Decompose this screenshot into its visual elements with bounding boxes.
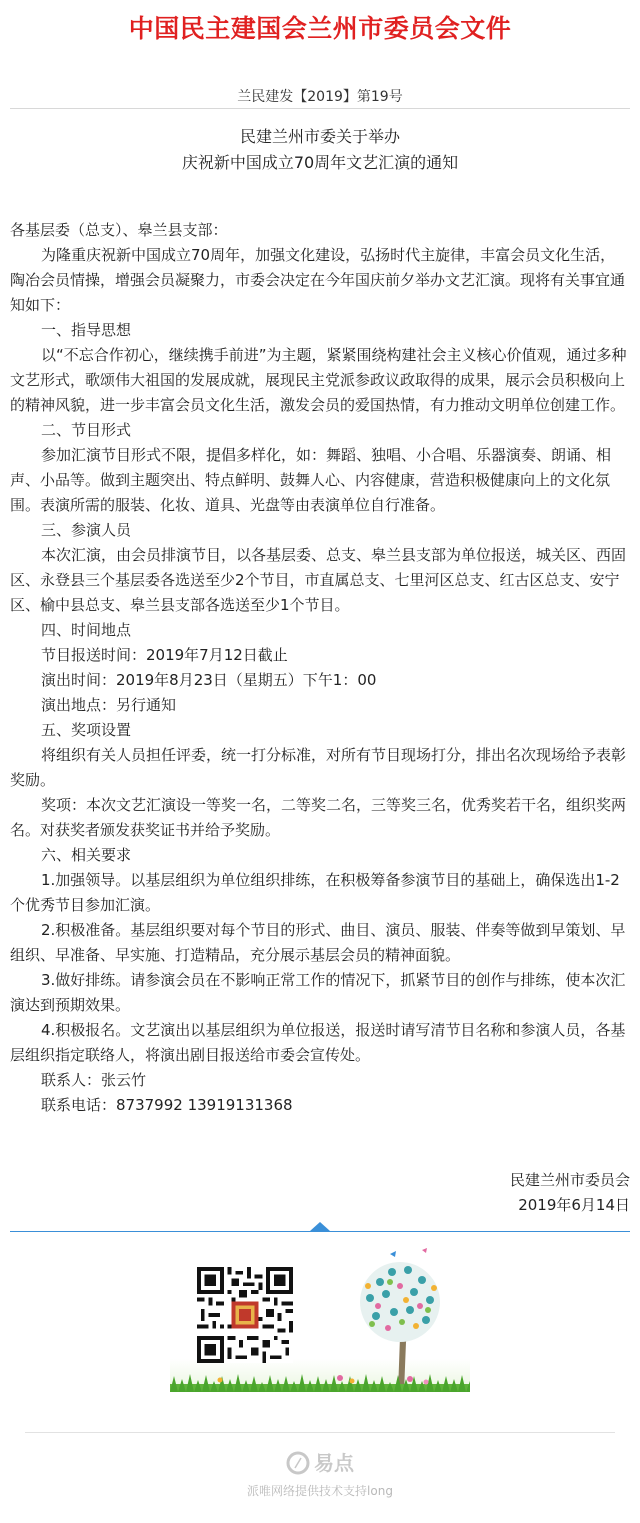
section-heading: 一、指导思想 [41, 321, 132, 339]
footer-support-text[interactable]: 派唯网络提供技术支持long [247, 1484, 393, 1498]
blue-divider [10, 1231, 630, 1232]
subject-line-2: 庆祝新中国成立70周年文艺汇演的通知 [181, 153, 459, 172]
body-paragraph: 3.做好排练。请参演会员在不影响正常工作的情况下，抓紧节目的创作与排练，使本次汇演达到预期效果。 [10, 971, 626, 1014]
qr-banner-image [170, 1242, 470, 1392]
section-heading: 四、时间地点 [41, 621, 132, 639]
signature-date: 2019年6月14日 [518, 1196, 630, 1214]
body-paragraph: 为隆重庆祝新中国成立70周年，加强文化建设，弘扬时代主旋律，丰富会员文化生活，陶冶会员情操，增强会员凝聚力，市委会决定在今年国庆前夕举办文艺汇演。现将有关事宜通知如下： [10, 246, 626, 314]
body-paragraph: 演出地点：另行通知 [41, 696, 177, 714]
body-paragraph: 2.积极准备。基层组织要对每个节目的形式、曲目、演员、服装、伴奏等做到早策划、早组织、早准备、早实施、打造精品，充分展示基层会员的精神面貌。 [10, 921, 626, 964]
notice-subject [0, 124, 640, 176]
contact-person: 联系人：张云竹 [41, 1071, 147, 1089]
document-header-title: 中国民主建国会兰州市委员会文件 [128, 14, 512, 43]
body-paragraph: 演出时间：2019年8月23日（星期五）下午1：00 [41, 671, 377, 689]
divider-arrow [310, 1222, 330, 1231]
section-heading: 二、节目形式 [41, 421, 132, 439]
section-heading: 六、相关要求 [41, 846, 132, 864]
footer-logo[interactable] [0, 1451, 640, 1477]
document-number: 兰民建发【2019】第19号 [237, 89, 403, 105]
signature-block [510, 1168, 630, 1218]
body-paragraph: 4.积极报名。文艺演出以基层组织为单位报送，报送时请写清节目名称和参演人员，各基层组织指定联络人，将演出剧目报送给市委会宣传处。 [10, 1021, 626, 1064]
qr-code-icon[interactable] [197, 1267, 293, 1363]
body-paragraph: 本次汇演，由会员排演节目，以各基层委、总支、皋兰县支部为单位报送，城关区、西固区、永登县三个基层委各选送至少2个节目，市直属总支、七里河区总支、红古区总支、安宁区、榆中县总支、皋兰县支部各选送至少1个节目。 [10, 546, 627, 614]
footer-divider [25, 1432, 615, 1433]
body-paragraph: 奖项：本次文艺汇演设一等奖一名，二等奖二名，三等奖三名，优秀奖若干名，组织奖两名。对获奖者颁发获奖证书并给予奖励。 [10, 796, 627, 839]
footer-brand: 易点 [314, 1451, 354, 1475]
body-paragraph: 1.加强领导。以基层组织为单位组织排练，在积极筹备参演节目的基础上，确保选出1-2个优秀节目参加汇演。 [10, 871, 620, 914]
grass-decoration-icon [170, 1370, 470, 1392]
notice-body [10, 218, 630, 1118]
contact-phone: 联系电话：8737992 13919131368 [41, 1096, 293, 1114]
subject-line-1: 民建兰州市委关于举办 [239, 127, 400, 146]
header-divider [10, 108, 630, 109]
yidian-logo-icon [286, 1451, 310, 1475]
signature-org: 民建兰州市委员会 [509, 1171, 630, 1189]
salutation: 各基层委（总支）、皋兰县支部： [10, 221, 228, 239]
section-heading: 三、参演人员 [41, 521, 132, 539]
body-paragraph: 将组织有关人员担任评委，统一打分标准，对所有节目现场打分，排出名次现场给予表彰奖励。 [10, 746, 627, 789]
body-paragraph: 参加汇演节目形式不限，提倡多样化，如：舞蹈、独唱、小合唱、乐器演奏、朗诵、相声、小品等。做到主题突出、特点鲜明、鼓舞人心、内容健康，营造积极健康向上的文化氛围。表演所需的服装、化妆、道具、光盘等由表演单位自行准备。 [10, 446, 612, 514]
section-heading: 五、奖项设置 [41, 721, 132, 739]
body-paragraph: 以“不忘合作初心，继续携手前进”为主题，紧紧围绕构建社会主义核心价值观，通过多种文艺形式，歌颂伟大祖国的发展成就，展现民主党派参政议政取得的成果，展示会员积极向上的精神风貌，进一步丰富会员文化生活，激发会员的爱国热情，有力推动文明单位创建工作。 [10, 346, 627, 414]
body-paragraph: 节目报送时间：2019年7月12日截止 [41, 646, 288, 664]
